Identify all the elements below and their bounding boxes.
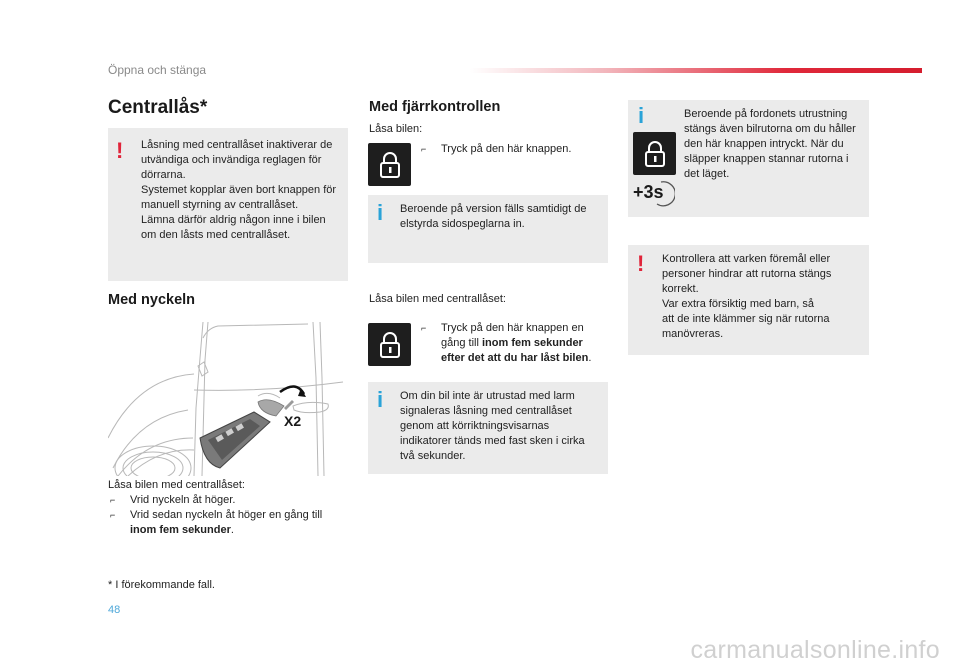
info-text-windows: Beroende på fordonets utrustning stängs även bilrutorna om du håller den här knappen intryckt. När du släpper knappen stannar rutorna i det läget. bbox=[684, 108, 856, 180]
bullet-icon: ⌐ bbox=[421, 144, 427, 154]
bullet-icon: ⌐ bbox=[421, 323, 427, 333]
info-icon: i bbox=[638, 103, 645, 128]
info-box-indicators bbox=[368, 382, 608, 474]
warning-box-windows bbox=[628, 245, 869, 355]
warning-icon: ! bbox=[637, 251, 645, 276]
info-icon: i bbox=[377, 387, 384, 412]
hold-three-seconds-icon: +3s bbox=[633, 179, 675, 207]
central-lock-label: Låsa bilen med centrallåset: bbox=[369, 293, 506, 305]
bullet-icon: ⌐ bbox=[110, 495, 116, 505]
turn-twice-label: X2 bbox=[284, 413, 302, 429]
info-box-mirrors bbox=[368, 195, 608, 263]
press-button-instruction: ⌐ Tryck på den här knappen. bbox=[421, 143, 572, 155]
bullet-icon: ⌐ bbox=[110, 510, 116, 520]
remote-heading: Med fjärrkontrollen bbox=[369, 99, 501, 115]
warning-text: Låsning med centrallåset inaktiverar de utvändiga och invändiga reglagen för dörrarna. Systemet kopplar även bort knappen för manuell styrning av centrallåset. Lämna därför aldrig någon inne i bilen om den låsts med centrallåset. bbox=[141, 139, 337, 241]
info-box-windows bbox=[628, 100, 869, 217]
key-lock-instructions: Låsa bilen med centrallåset: ⌐ Vrid nyckeln åt höger. ⌐ Vrid sedan nyckeln åt höger en gång till inom fem sekunder. bbox=[108, 479, 323, 536]
info-text-indicators: Om din bil inte är utrustad med larm signaleras låsning med centrallåset genom att körriktningsvisarnas indikatorer tänds med fast sken i cirka två sekunder. bbox=[400, 390, 585, 462]
warning-box-central-lock bbox=[108, 128, 348, 281]
section-title: Öppna och stänga bbox=[108, 63, 207, 77]
car-door-key-illustration bbox=[108, 318, 348, 476]
info-icon: i bbox=[377, 200, 384, 225]
info-text-mirrors: Beroende på version fälls samtidigt de elstyrda sidospeglarna in. bbox=[400, 203, 587, 230]
footnote: * I förekommande fall. bbox=[108, 579, 215, 591]
press-twice-instruction: ⌐ Tryck på den här knappen en gång till inom fem sekunder efter det att du har låst bilen. bbox=[421, 322, 592, 364]
watermark: carmanualsonline.info bbox=[690, 636, 940, 664]
page-number: 48 bbox=[108, 604, 121, 616]
lock-button-icon bbox=[368, 323, 411, 366]
page-heading: Centrallås* bbox=[108, 97, 208, 118]
key-heading: Med nyckeln bbox=[108, 292, 196, 308]
header-accent-bar bbox=[470, 68, 922, 73]
lock-car-label: Låsa bilen: bbox=[369, 123, 423, 135]
lock-button-icon bbox=[368, 143, 411, 186]
lock-button-icon bbox=[633, 132, 676, 175]
warning-text-windows: Kontrollera att varken föremål eller personer hindrar att rutorna stängs korrekt. Var extra försiktig med barn, så att de inte klämmer sig när rutorna manövreras. bbox=[662, 253, 832, 340]
warning-icon: ! bbox=[116, 138, 124, 163]
